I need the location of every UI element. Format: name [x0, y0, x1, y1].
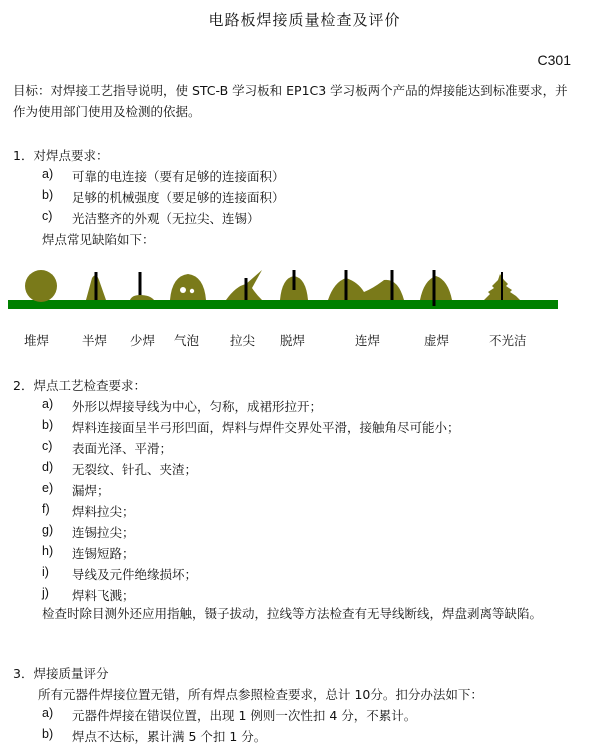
defect-label-heap: 堆焊: [24, 333, 50, 348]
section3-heading: 3．焊接质量评分: [13, 666, 109, 681]
defect-label-rough: 不光洁: [489, 333, 527, 348]
defect-less-solder: [130, 295, 154, 300]
section1-item-a-mark: a): [42, 167, 54, 181]
section1-item-b-text: 足够的机械强度（要足够的连接面积）: [72, 190, 285, 205]
section2-item-b-mark: b): [42, 418, 54, 432]
section2-item-i-text: 导线及元件绝缘损坏；: [72, 567, 198, 582]
defect-label-icicle: 拉尖: [230, 333, 256, 348]
section1-item-c-text: 光洁整齐的外观（无拉尖、连锡）: [72, 211, 260, 226]
defect-icicle: [226, 270, 262, 300]
section2-item-i-mark: i): [42, 565, 49, 579]
defect-bubble: [170, 274, 206, 300]
section2-item-a-text: 外形以焊接导线为中心，匀称，成裙形拉开；: [72, 399, 323, 414]
document-title: 电路板焊接质量检查及评价: [208, 11, 401, 29]
section2-item-j-text: 焊料飞溅；: [72, 588, 135, 603]
section3-item-b-text: 焊点不达标，累计满 5 个扣 1 分。: [72, 729, 267, 744]
section2-item-c-text: 表面光泽、平滑；: [72, 441, 173, 456]
section2-item-f-text: 焊料拉尖；: [72, 504, 135, 519]
section3-item-a-mark: a): [42, 706, 54, 720]
defect-label-bubble: 气泡: [174, 333, 200, 348]
section2-heading: 2．焊点工艺检查要求：: [13, 378, 146, 393]
section2-item-j-mark: j): [42, 586, 49, 600]
goal-paragraph: 目标：对焊接工艺指导说明，使 STC-B 学习板和 EP1C3 学习板两个产品的焊接能达到标准要求，并作为使用部门使用及检测的依据。: [13, 83, 568, 119]
defect-label-half: 半焊: [82, 333, 108, 348]
pcb-board: [8, 300, 558, 309]
section3-item-b-mark: b): [42, 727, 54, 741]
section1-item-b-mark: b): [42, 188, 54, 202]
defect-label-detached: 脱焊: [280, 333, 306, 348]
section2-item-g-mark: g): [42, 523, 54, 537]
section3-intro: 所有元器件焊接位置无错，所有焊点参照检查要求，总计 10分。扣分办法如下：: [38, 687, 483, 702]
section2-item-d-mark: d): [42, 460, 54, 474]
section2-item-b-text: 焊料连接面呈半弓形凹面，焊料与焊件交界处平滑，接触角尽可能小；: [72, 420, 460, 435]
section2-item-f-mark: f): [42, 502, 50, 516]
defects-intro: 焊点常见缺陷如下：: [42, 232, 155, 247]
bubble-hole-1: [180, 287, 186, 293]
bubble-hole-2: [190, 289, 194, 293]
section2-item-e-mark: e): [42, 481, 54, 495]
defect-label-bridge: 连焊: [355, 333, 381, 348]
document-code: C301: [537, 52, 571, 68]
defect-label-cold: 虚焊: [424, 333, 450, 348]
section1-item-a-text: 可靠的电连接（要有足够的连接面积）: [72, 169, 285, 184]
section2-item-c-mark: c): [42, 439, 53, 453]
section2-item-h-mark: h): [42, 544, 54, 558]
section2-item-a-mark: a): [42, 397, 54, 411]
section1-item-c-mark: c): [42, 209, 53, 223]
section2-item-h-text: 连锡短路；: [72, 546, 135, 561]
section2-item-d-text: 无裂纹、针孔、夹渣；: [72, 462, 198, 477]
section2-item-g-text: 连锡拉尖；: [72, 525, 135, 540]
defect-label-less: 少焊: [130, 333, 156, 348]
defect-heap-solder: [25, 270, 57, 302]
section2-note: 检查时除目测外还应用指触，镊子拔动，拉线等方法检查有无导线断线，焊盘剥离等缺陷。: [42, 606, 543, 621]
section2-item-e-text: 漏焊；: [72, 483, 110, 498]
section3-item-a-text: 元器件焊接在错误位置，出现 1 例则一次性扣 4 分，不累计。: [72, 708, 417, 723]
section1-heading: 1．对焊点要求：: [13, 148, 109, 163]
defect-cold-joint: [420, 276, 452, 300]
